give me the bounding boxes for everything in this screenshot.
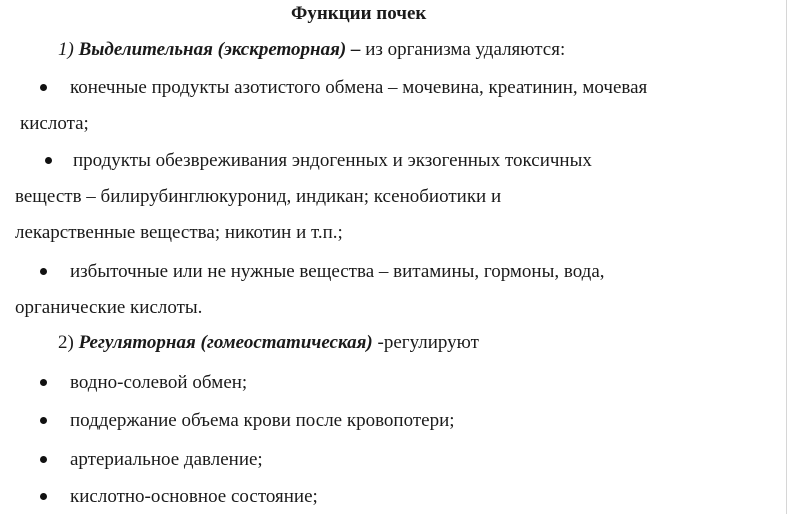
document-title: Функции почек — [291, 3, 427, 24]
list-item-2-line-2: веществ – билирубинглюкуронид, индикан; ксенобиотики и — [15, 186, 502, 207]
bullet-icon — [40, 417, 47, 424]
list-item-3-line-1: избыточные или не нужные вещества – витамины, гормоны, вода, — [70, 261, 605, 282]
section-1-rest: из организма удаляются: — [365, 39, 566, 60]
bullet-icon — [40, 456, 47, 463]
section-2-name: Регуляторная (гомеостатическая) — [78, 332, 373, 353]
list-item-1-line-1: конечные продукты азотистого обмена – мочевина, креатинин, мочевая — [70, 77, 648, 98]
list-item-5: поддержание объема крови после кровопотери; — [70, 410, 455, 431]
section-1-dash: – — [346, 39, 366, 60]
section-2-number: 2) — [58, 332, 74, 353]
section-1-number: 1) — [58, 39, 74, 60]
list-item-4: водно-солевой обмен; — [70, 372, 248, 393]
section-2-rest: -регулируют — [377, 332, 479, 353]
bullet-icon — [45, 157, 52, 164]
page-edge-divider — [786, 0, 787, 514]
bullet-icon — [40, 84, 47, 91]
section-2-heading — [58, 332, 479, 354]
list-item-6: артериальное давление; — [70, 449, 263, 470]
section-1-heading — [58, 39, 565, 61]
list-item-2-line-1: продукты обезвреживания эндогенных и экзогенных токсичных — [73, 150, 592, 171]
bullet-icon — [40, 268, 47, 275]
bullet-icon — [40, 493, 47, 500]
list-item-2-line-3: лекарственные вещества; никотин и т.п.; — [15, 222, 343, 243]
bullet-icon — [40, 379, 47, 386]
list-item-1-line-2: кислота; — [20, 113, 89, 134]
list-item-7: кислотно-основное состояние; — [70, 486, 318, 507]
list-item-3-line-2: органические кислоты. — [15, 297, 203, 318]
section-1-name: Выделительная (экскреторная) — [78, 39, 347, 60]
